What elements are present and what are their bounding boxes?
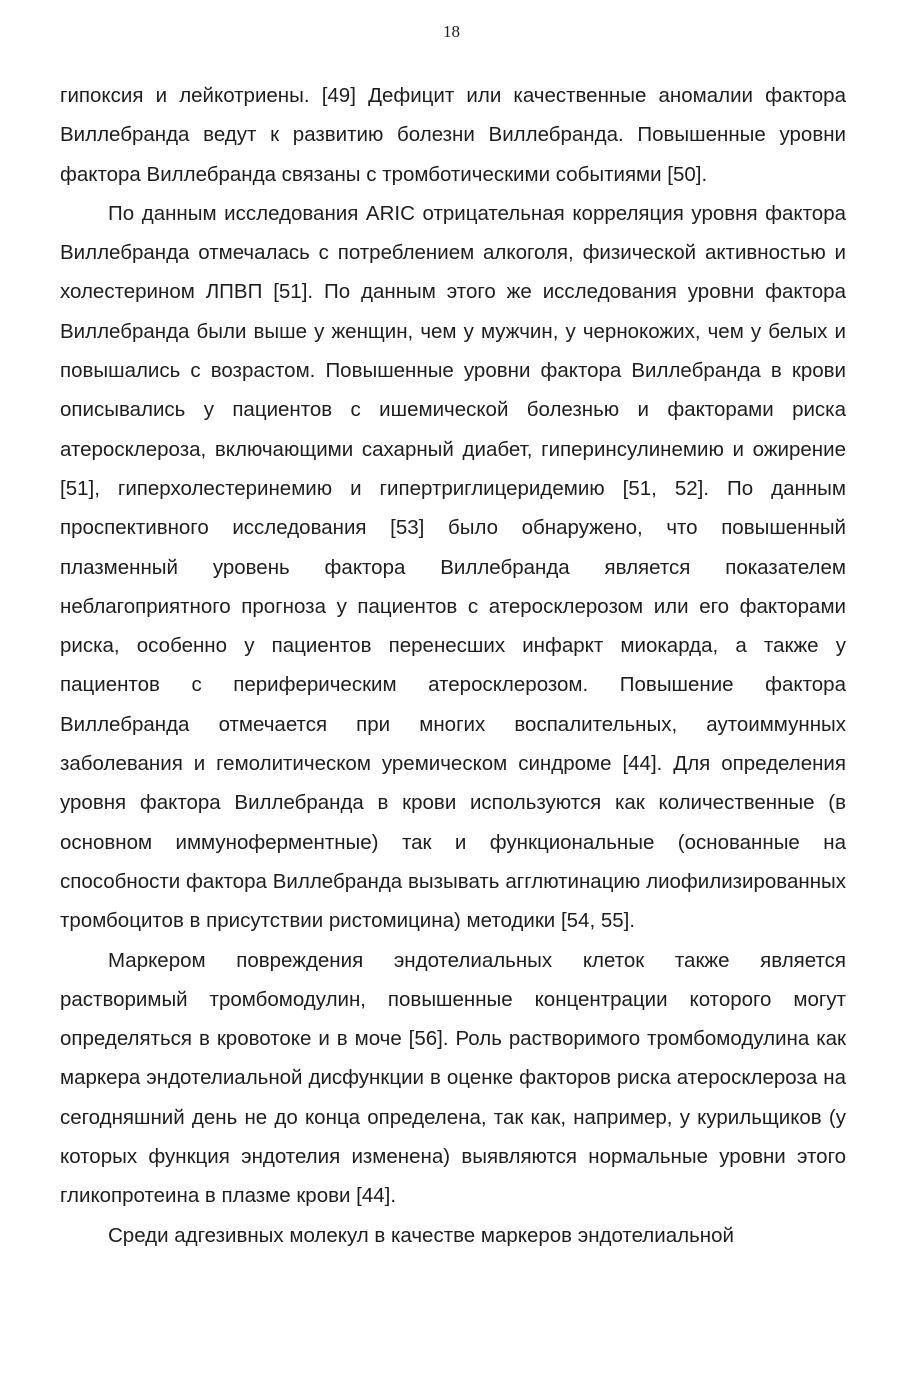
page-number: 18 [443, 22, 460, 41]
document-body [60, 76, 846, 1255]
paragraph-adhesion-molecules: Среди адгезивных молекул в качестве маркеров эндотелиальной [108, 1223, 734, 1247]
paragraph-continuation: гипоксия и лейкотриены. [49] Дефицит или качественные аномалии фактора Виллебранда ведут к развитию болезни Виллебранда. Повышенные уровни фактора Виллебранда связаны с тромботическими событиями [50]. [60, 84, 846, 186]
paragraph-aric-study: По данным исследования ARIC отрицательная корреляция уровня фактора Виллебранда отмечалась с потреблением алкоголя, физической активностью и холестерином ЛПВП [51]. По данным этого же исследования уровни фактора Виллебранда были выше у женщин, чем у мужчин, у чернокожих, чем у белых и повышались с возрастом. Повышенные уровни фактора Виллебранда в крови описывались у пациентов с ишемической болезнью и факторами риска атеросклероза, включающими сахарный диабет, гиперинсулинемию и ожирение [51], гиперхолестеринемию и гипертриглицеридемию [51, 52]. По данным проспективного исследования [53] было обнаружено, что повышенный плазменный уровень фактора Виллебранда является показателем неблагоприятного прогноза у пациентов с атеросклерозом или его факторами риска, особенно у пациентов перенесших инфаркт миокарда, а также у пациентов с периферическим атеросклерозом. Повышение фактора Виллебранда отмечается при многих воспалительных, аутоиммунных заболевания и гемолитическом уремическом синдроме [44]. Для определения уровня фактора Виллебранда в крови используются как количественные (в основном иммуноферментные) так и функциональные (основанные на способности фактора Виллебранда вызывать агглютинацию лиофилизированных тромбоцитов в присутствии ристомицина) методики [54, 55]. [60, 201, 846, 933]
paragraph-thrombomodulin: Маркером повреждения эндотелиальных клеток также является растворимый тромбомодулин, повышенные концентрации которого могут определяться в кровотоке и в моче [56]. Роль растворимого тромбомодулина как маркера эндотелиальной дисфункции в оценке факторов риска атеросклероза на сегодняшний день не до конца определена, так как, например, у курильщиков (у которых функция эндотелия изменена) выявляются нормальные уровни этого гликопротеина в плазме крови [44]. [60, 948, 846, 1208]
